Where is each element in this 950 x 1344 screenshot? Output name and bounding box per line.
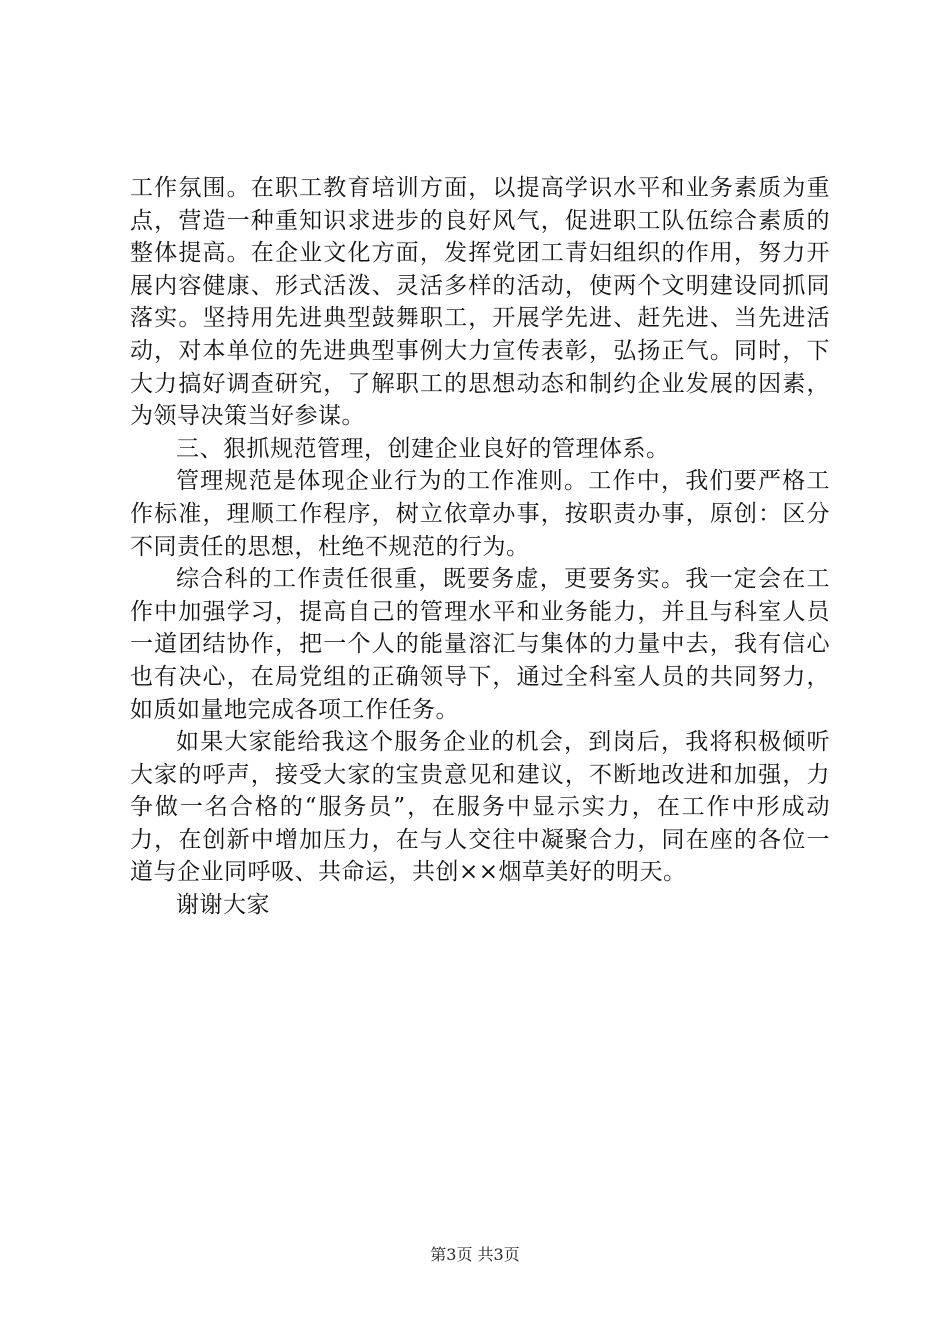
paragraph-continuation: 工作氛围。在职工教育培训方面，以提高学识水平和业务素质为重点，营造一种重知识求进步的良好风气，促进职工队伍综合素质的整体提高。在企业文化方面，发挥党团工青妇组织的作用，努力开展内容健康、形式活泼、灵活多样的活动，使两个文明建设同抓同落实。坚持用先进典型鼓舞职工，开展学先进、赶先进、当先进活动，对本单位的先进典型事例大力宣传表彰，弘扬正气。同时，下大力搞好调查研究，了解职工的思想动态和制约企业发展的因素，为领导决策当好参谋。 [130,175,830,430]
paragraph-responsibility: 综合科的工作责任很重，既要务虚，更要务实。我一定会在工作中加强学习，提高自己的管理水平和业务能力，并且与科室人员一道团结协作，把一个人的能量溶汇与集体的力量中去，我有信心也有决心，在局党组的正确领导下，通过全科室人员的共同努力，如质如量地完成各项工作任务。 [130,566,830,723]
document-body [130,172,830,922]
page-number-footer: 第3页 共3页 [430,1245,520,1264]
section-heading: 三、狠抓规范管理，创建企业良好的管理体系。 [176,435,670,462]
paragraph-management: 管理规范是体现企业行为的工作准则。工作中，我们要严格工作标准，理顺工作程序，树立依章办事，按职责办事，原创：区分不同责任的思想，杜绝不规范的行为。 [130,468,830,560]
paragraph-commitment: 如果大家能给我这个服务企业的机会，到岗后，我将积极倾听大家的呼声，接受大家的宝贵意见和建议，不断地改进和加强，力争做一名合格的“服务员”，在服务中显示实力，在工作中形成动力，在创新中增加压力，在与人交往中凝聚合力，同在座的各位一道与企业同呼吸、共命运，共创××烟草美好的明天。 [130,729,830,886]
closing-thanks: 谢谢大家 [176,892,270,919]
